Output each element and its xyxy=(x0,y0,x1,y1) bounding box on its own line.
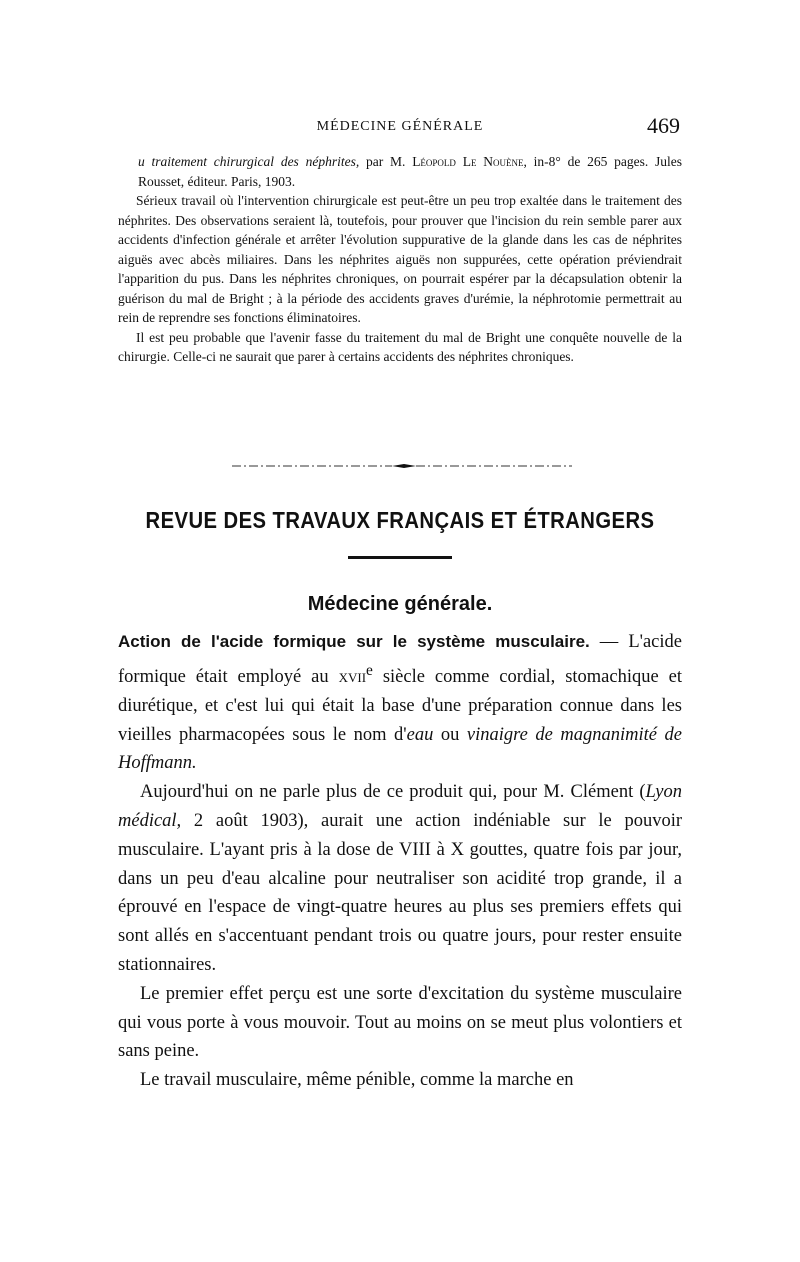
paragraph-text: 2 août 1903), aurait une action indéniable sur le pouvoir musculaire. L'ayant pris à la dose de VIII à X gouttes, quatre fois par jour, dans un peu d'eau alcaline pour neutraliser son acidité trop grande, il a éprouvé en l'espace de vingt-quatre heures au plus ses premiers effets qui sont allés en s'accentuant pendant trois ou quatre jours, pour rester ensuite stationnaires. xyxy=(118,810,682,975)
article-body xyxy=(118,628,682,1095)
heading-rule xyxy=(348,556,452,559)
review-by: par M. xyxy=(366,154,406,169)
article-paragraph xyxy=(118,778,682,980)
paragraph-text: ou xyxy=(433,724,467,745)
ornamental-separator xyxy=(232,463,572,469)
section-subheading: Médecine générale. xyxy=(307,593,493,615)
century-numeral: xvii xyxy=(338,666,367,687)
previous-review xyxy=(118,152,682,367)
section-heading: REVUE DES TRAVAUX FRANÇAIS ET ÉTRANGERS xyxy=(145,507,655,533)
review-paragraph: Sérieux travail où l'intervention chirurgicale est peut-être un peu trop exaltée dans le traitement des néphrites. Des observations seraient là, toutefois, pour prouver que l'incision du rein semble parer aux accidents d'infection générale et arrêter l'évolution suppurative de la glande dans les cas de néphrites aiguës avec abcès miliaires. Dans les néphrites aiguës non suppurées, cette opération préviendrait l'apparition du pus. Dans les néphrites chroniques, on pourrait espérer par la décapsulation obtenir la guérison du mal de Bright ; à la période des accidents graves d'urémie, la néphrotomie permettrait au rein de reprendre ses fonctions éliminatoires. xyxy=(118,193,682,325)
century-superscript: e xyxy=(366,661,373,679)
running-head xyxy=(118,113,682,143)
review-paragraph: Il est peu probable que l'avenir fasse du traitement du mal de Bright une conquête nouvelle de la chirurgie. Celle-ci ne saurait que parer à certains accidents des néphrites chroniques. xyxy=(118,329,682,364)
article-paragraph: Le travail musculaire, même pénible, comme la marche en xyxy=(140,1070,574,1091)
paragraph-text: siècle comme cordial, stomachique et diurétique, et c'est lui qui était la base d'une préparation connue dans les vieilles pharmacopées sous le nom d' xyxy=(118,666,682,745)
article-paragraph xyxy=(118,628,682,778)
journal-name: Lyon médical, xyxy=(118,782,682,831)
italic-term: vinaigre de magnanimité de Hoffmann. xyxy=(118,724,682,774)
review-author: Léopold Le Nouène, xyxy=(412,154,527,169)
article-paragraph: Le premier effet perçu est une sorte d'excitation du système musculaire qui vous porte à vous mouvoir. Tout au moins on se meut plus volontiers et sans peine. xyxy=(118,983,682,1062)
bibliographic-entry xyxy=(118,152,682,191)
review-details: in-8° de 265 pages. Jules Rousset, éditeur. Paris, 1903. xyxy=(138,154,683,189)
review-title: u traitement chirurgical des néphrites, xyxy=(138,154,360,169)
article-title: Action de l'acide formique sur le système musculaire. xyxy=(118,632,590,651)
paragraph-text: L'acide formique était employé au xyxy=(118,632,682,687)
running-title: MÉDECINE GÉNÉRALE xyxy=(316,119,484,134)
paragraph-text: Aujourd'hui on ne parle plus de ce produit qui, pour M. Clément ( xyxy=(140,782,646,803)
title-dash: — xyxy=(589,632,629,652)
italic-term: eau xyxy=(406,724,434,745)
page-number: 469 xyxy=(647,113,680,138)
